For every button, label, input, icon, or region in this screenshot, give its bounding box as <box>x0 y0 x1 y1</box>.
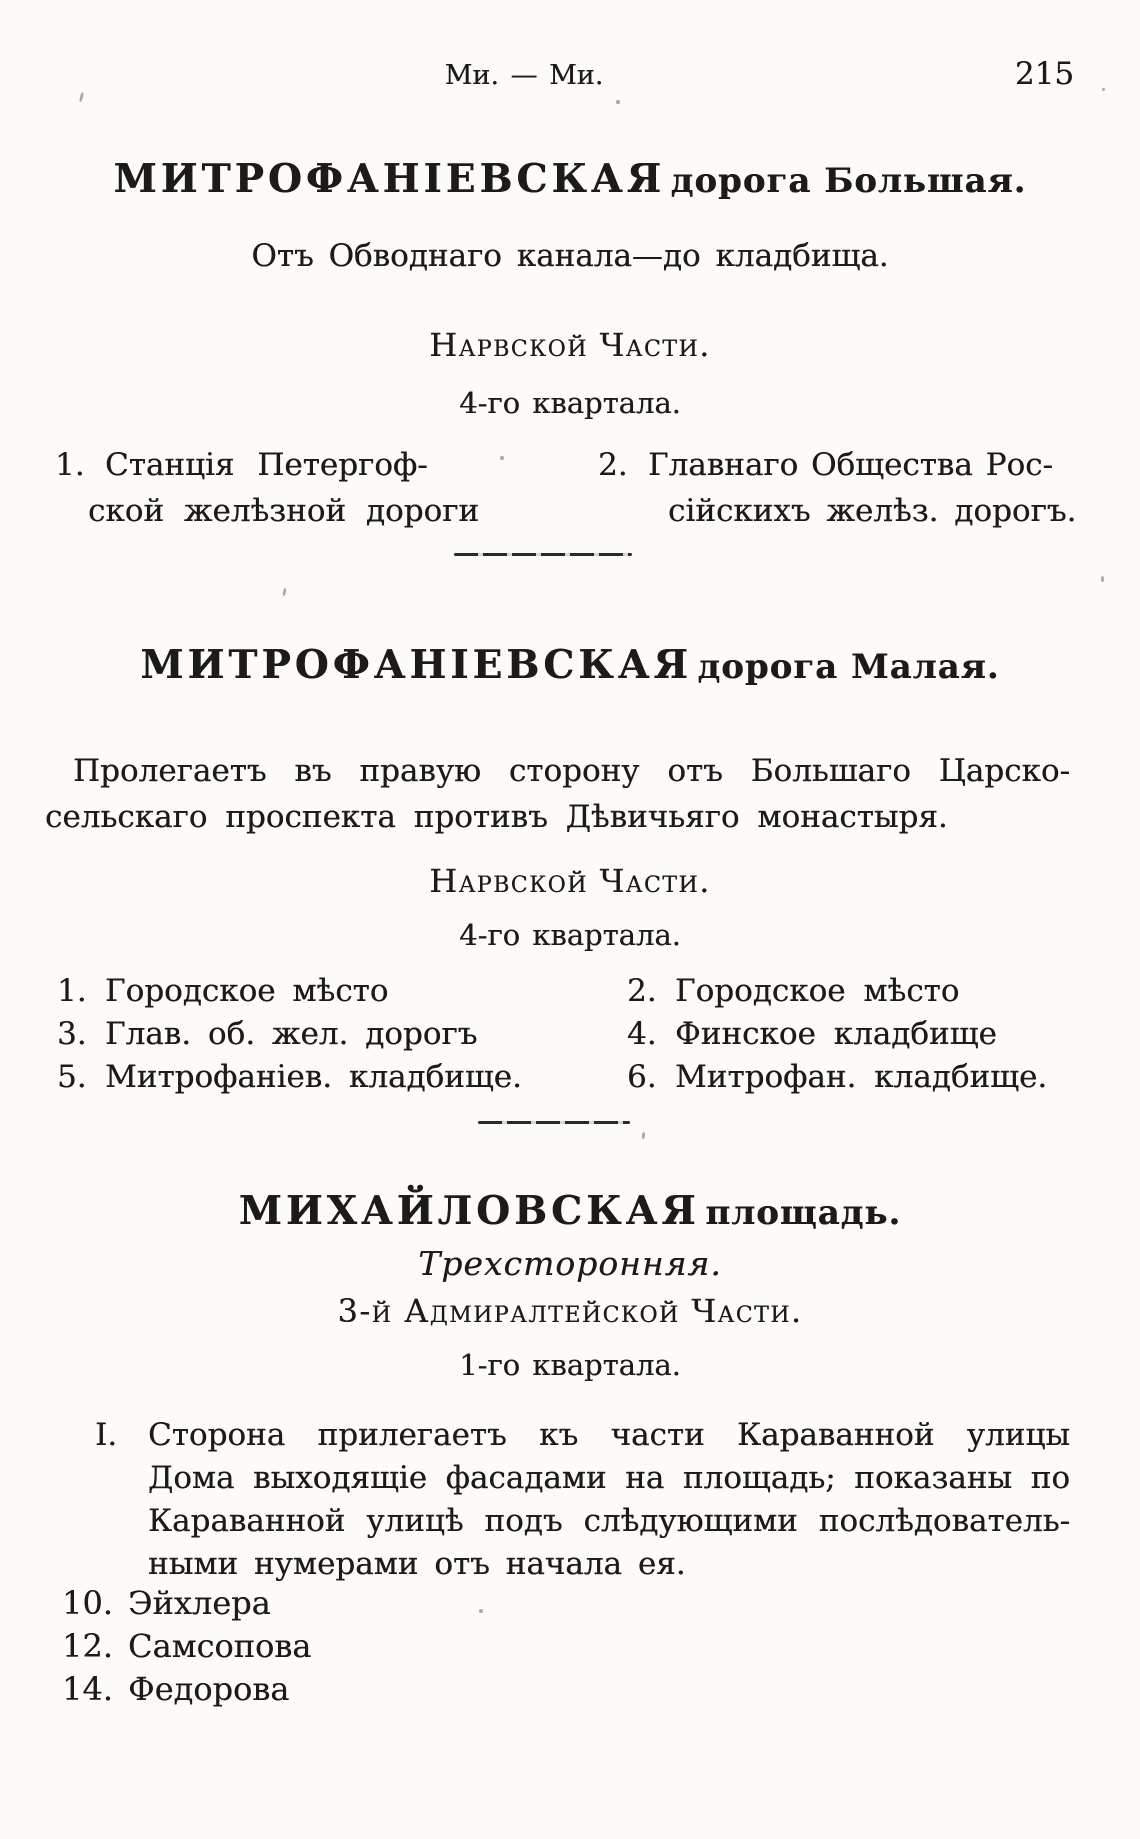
scan-artifact <box>79 92 84 102</box>
house-number: 10. <box>62 1584 113 1622</box>
list-item <box>62 1582 1140 1625</box>
section2-district: Нарвской Части. <box>429 862 711 900</box>
street-name: МИТРОФАНІЕВСКАЯ <box>113 156 666 202</box>
street-type: дорога Большая. <box>670 161 1027 201</box>
house-owner: Федорова <box>128 1670 290 1708</box>
scan-artifact <box>1102 88 1105 91</box>
description-line: сельскаго проспекта противъ Дѣвичьяго монастыря. <box>45 799 948 835</box>
house-owner: Станція Петергоф- <box>105 447 428 483</box>
note-line: ными нумерами отъ начала ея. <box>148 1546 686 1582</box>
note-numeral: I. <box>95 1417 118 1453</box>
house-owner: Самсопова <box>128 1627 312 1665</box>
list-item <box>598 442 1108 534</box>
note-line: Сторона прилегаетъ къ части Караванной улицы <box>148 1417 1070 1453</box>
section2-description <box>45 748 1070 840</box>
scan-artifact <box>282 588 287 596</box>
page-number: 215 <box>1014 56 1074 92</box>
section1-route: Отъ Обводнаго канала—до кладбища. <box>251 238 889 274</box>
section3-shape: Трехсторонняя. <box>418 1244 722 1283</box>
street-type: дорога Малая. <box>697 647 1000 687</box>
house-number: 1. <box>57 973 87 1009</box>
house-number: 1. <box>55 447 85 483</box>
house-owner: Эйхлера <box>128 1584 271 1622</box>
house-owner: Финское кладбище <box>675 1016 997 1052</box>
square-name: МИХАЙЛОВСКАЯ <box>238 1188 700 1234</box>
street-name: МИТРОФАНІЕВСКАЯ <box>140 642 692 688</box>
house-number: 5. <box>57 1059 87 1095</box>
note-line: Дома выходящіе фасадами на площадь; показаны по <box>148 1460 1070 1496</box>
house-number: 14. <box>62 1670 113 1708</box>
section3-note <box>0 1414 1070 1586</box>
house-owner: Митрофан. кладбище. <box>675 1059 1048 1095</box>
table-row <box>0 970 1140 1013</box>
section3-quarter: 1-го квартала. <box>459 1348 681 1382</box>
list-item <box>62 1668 1140 1711</box>
running-head: Ми. — Ми. <box>444 60 604 91</box>
house-owner-cont: ской желѣзной дороги <box>88 493 480 529</box>
house-number: 12. <box>62 1627 113 1665</box>
note-line: Караванной улицѣ подъ слѣдующими послѣдователь- <box>148 1503 1070 1539</box>
square-type: площадь. <box>705 1193 902 1233</box>
scan-artifact <box>1101 576 1104 582</box>
section1-district: Нарвской Части. <box>429 326 711 364</box>
scan-artifact <box>642 1132 646 1139</box>
house-owner: Главнаго Общества Рос- <box>648 447 1053 483</box>
section1-title <box>0 156 1140 202</box>
section2-quarter: 4-го квартала. <box>459 918 681 952</box>
house-owner: Митрофаніев. кладбище. <box>105 1059 522 1095</box>
scan-artifact <box>479 1609 483 1613</box>
section2-house-list <box>0 970 1140 1099</box>
table-row <box>0 1056 1140 1099</box>
section-divider <box>478 1121 630 1124</box>
scan-artifact <box>616 100 620 104</box>
description-line: Пролегаетъ въ правую сторону отъ Большаго Царско- <box>73 753 1070 789</box>
house-number: 2. <box>627 973 657 1009</box>
section2-title <box>0 642 1140 688</box>
list-item <box>62 1625 1140 1668</box>
house-number: 3. <box>57 1016 87 1052</box>
table-row <box>0 1013 1140 1056</box>
scan-artifact <box>500 456 504 460</box>
section3-house-list <box>0 1582 1140 1711</box>
section3-title <box>0 1188 1140 1234</box>
house-owner: Городское мѣсто <box>105 973 389 1009</box>
house-number: 2. <box>598 447 628 483</box>
house-number: 6. <box>627 1059 657 1095</box>
house-owner: Глав. об. жел. дорогъ <box>105 1016 478 1052</box>
section3-district: 3-й Адмиралтейской Части. <box>337 1292 803 1330</box>
house-owner-cont: сійскихъ желѣз. дорогъ. <box>668 493 1077 529</box>
house-number: 4. <box>627 1016 657 1052</box>
house-owner: Городское мѣсто <box>675 973 960 1009</box>
list-item <box>55 442 545 534</box>
section1-quarter: 4-го квартала. <box>459 386 681 420</box>
section-divider <box>454 553 632 556</box>
